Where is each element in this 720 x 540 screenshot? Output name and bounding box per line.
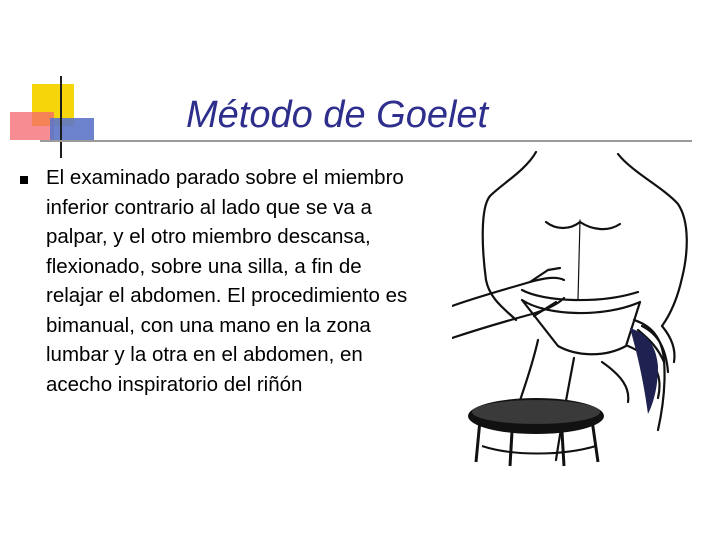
decor-vertical-line (60, 76, 62, 158)
decor-blue-rectangle (50, 118, 94, 140)
decor-red-rectangle (10, 112, 54, 140)
goelet-maneuver-illustration (452, 150, 700, 470)
title-underline (40, 140, 692, 142)
slide-title: Método de Goelet (186, 94, 489, 136)
bullet-icon (20, 176, 28, 184)
bullet-text: El examinado parado sobre el miembro inferior contrario al lado que se va a palpar, y el otro miembro descansa, flexionado, sobre una silla, a fin de relajar el abdomen. El procedimiento es bimanual, con una mano en la zona lumbar y la otra en el abdomen, en acecho inspiratorio del riñón (46, 166, 408, 396)
